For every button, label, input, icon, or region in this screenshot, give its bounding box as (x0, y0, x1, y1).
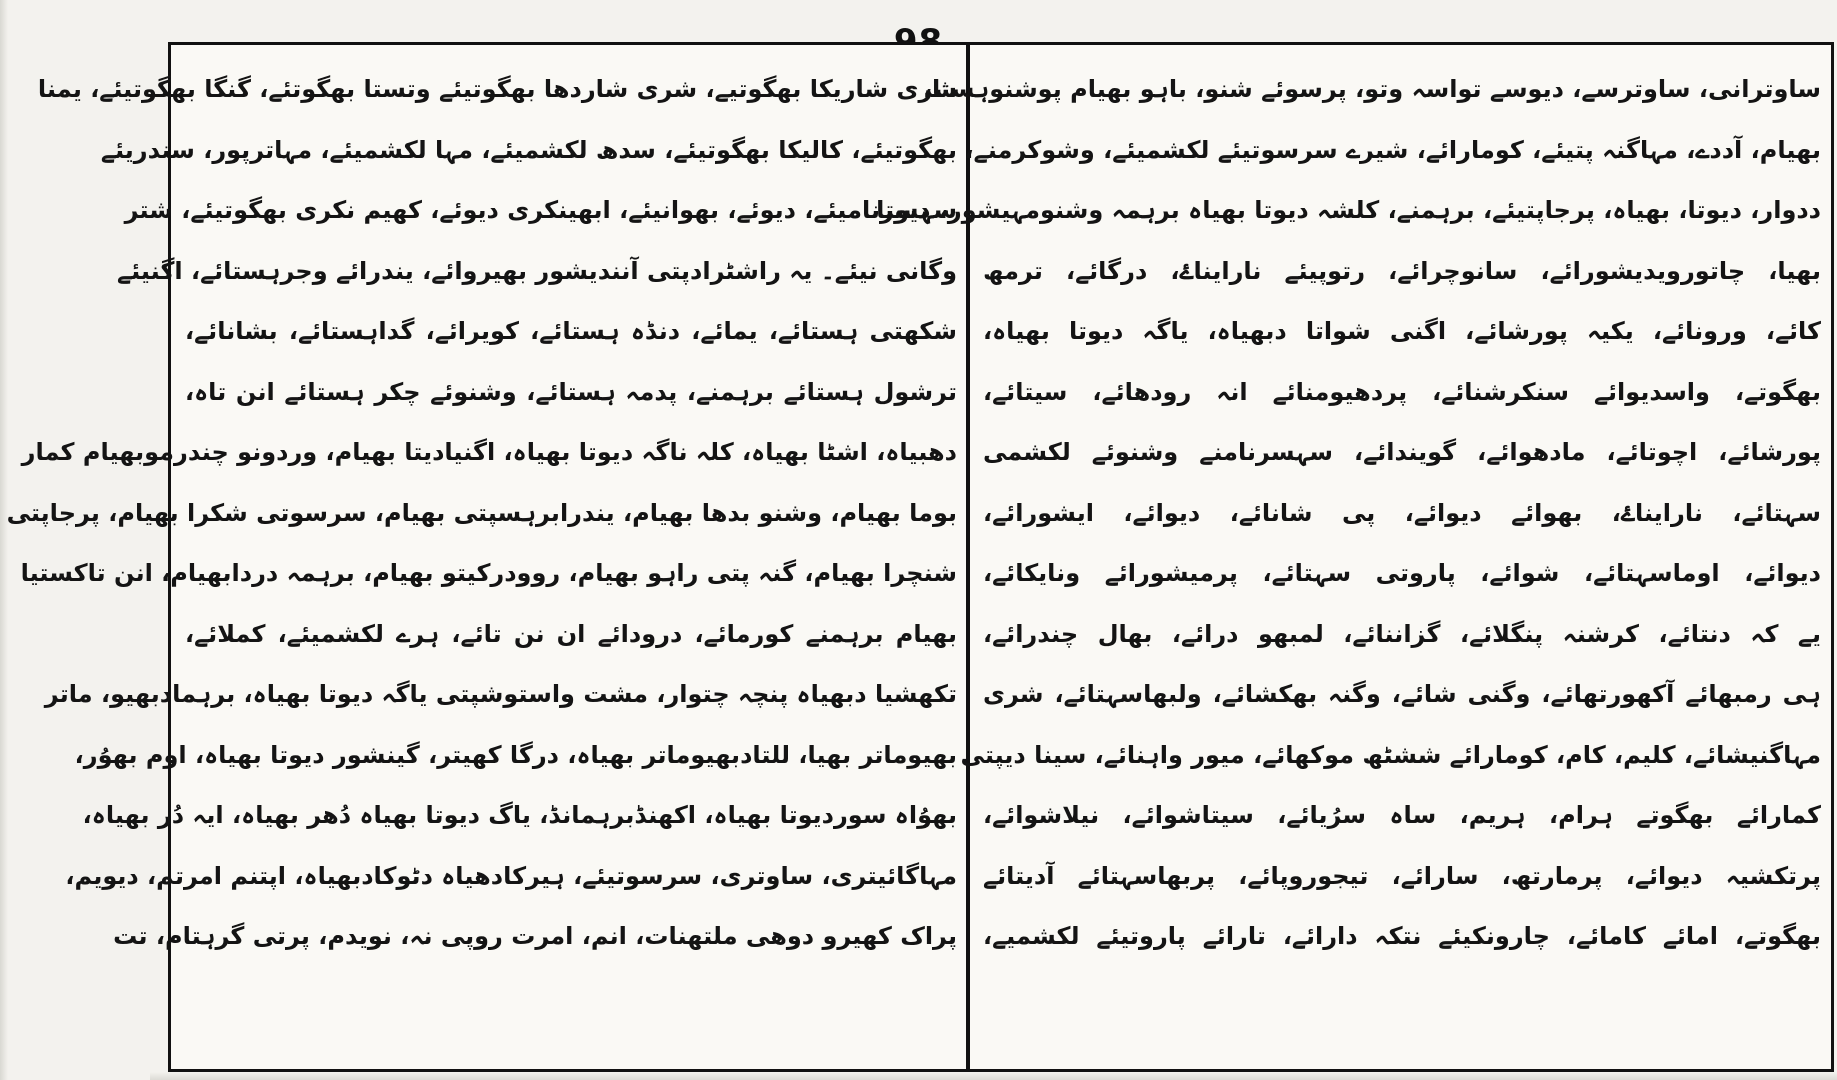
text-line: یے کہ دنتائے، کرشنہ پنگلائے، گزاننائے، لمبھو درائے، بھال چندرائے، (983, 619, 1821, 648)
text-line: بھیوماتر بھیا، للتادبھیوماتر بھیاہ، درگا کھیتر، گینشور دیوتا بھیاہ، اوم بھوُر، (74, 740, 957, 769)
text-line: ترشول ہستائے برہمنے، پدمہ ہستائے، وشنوئے چکر ہستائے انن تاہ، (185, 377, 957, 406)
text-line: کائے، ورونائے، یکیہ پورشائے، اگنی شواتا دبھیاہ، یاگہ دیوتا بھیاہ، (983, 317, 1821, 345)
text-line: پورشائے، اچوتائے، مادھوائے، گویندائے، سہسرنامنے وشنوئے لکشمی (983, 438, 1821, 466)
text-line: کمارائے بھگوتے ہرام، ہریم، ساہ سرُیائے، سیتاشوائے، نیلاشوائے، (983, 801, 1821, 829)
text-line: ددوار، دیوتا، بھیاہ، پرجاپتیئے، برہمنے، کلشہ دیوتا بھیاہ برہمہ وشنومہیشور، دیوتا (876, 196, 1821, 224)
text-line: بوما بھیام، وشنو بدھا بھیام، یندرابرہسپتی بھیام، سرسوتی شکرا بھیام، پرجاپتی (6, 498, 957, 527)
text-line: بھوُاہ سوردیوتا بھیاہ، اکھنڈبرہمانڈ، یاگ دیوتا بھیاہ دُھر بھیاہ، ایہ دُر بھیاہ، (82, 801, 957, 829)
text-line: بھگوتے، واسدیوائے سنکرشنائے، پردھیومنائے انہ رودھائے، سیتائے، (983, 377, 1821, 406)
text-line: بھیام، آددے، مہاگنہ پتیئے، کومارائے، شیرے سرسوتیئے لکشمیئے، وشوکرمنے، (964, 135, 1821, 164)
right-text-column (876, 59, 1821, 1059)
text-line: پراک کھیرو دوھی ملتھنات، انم، امرت روپی نہ، نویدم، پرتی گرہتام، تت (113, 922, 957, 950)
scan-bottom-shadow (150, 1072, 1837, 1080)
text-line: پرتکشیہ دیوائے، پرمارتھ، سارائے، تیجوروپائے، پربھاسہتائے آدیتائے (983, 861, 1821, 890)
left-text-column (6, 59, 957, 1059)
text-line: بھیام برہمنے کورمائے، درودائے ان نن تائے، ہرے لکشمیئے، کملائے، (185, 619, 957, 648)
text-line: بھگوتیئے، کالیکا بھگوتیئے، سدھ لکشمیئے، مہا لکشمیئے، مہاترپور، سندریئے (100, 135, 957, 164)
text-line: بھگوتے، امائے کامائے، چارونکیئے نتکہ دارائے، تارائے پاروتیئے لکشمیے، (983, 922, 1821, 950)
book-page-frame (6, 42, 1834, 1072)
text-line: وگانی نیئے۔ یہ راشٹرادپتی آنندیشور بھیروائے، یندرائے وجرہستائے، اگنیئے (117, 256, 957, 285)
text-line: دھبیاہ، اشٹا بھیاہ، کلہ ناگہ دیوتا بھیاہ، اگنیادیتا بھیام، وردونو چندرموبھیام کمار (21, 438, 957, 466)
text-line: بھیا، چاتورویدیشورائے، سانوچرائے، رتوپیئے نارایناۓ، درگائے، ترمھ (983, 256, 1821, 285)
text-line: سہتائے، نارایناۓ، بھوائے دیوائے، پی شانائے، دیوائے، ایشورائے، (983, 498, 1821, 527)
text-line: ساوترانی، ساوترسے، دیوسے تواسہ وتو، پرسوئے شنو، باہو بھیام پوشنوہستا، (922, 75, 1821, 103)
text-line: مہاگائیتری، ساوتری، سرسوتیئے، ہیرکادھیاہ دٹوکادبھیاہ، اپتنم امرتم، دیویم، (65, 861, 957, 890)
text-line: شکھتی ہستائے، یمائے، دنڈہ ہستائے، کویرائے، گداہستائے، بشانائے، (185, 317, 957, 345)
text-line: شری شاریکا بھگوتیے، شری شاردھا بھگوتیئے وتستا بھگوتئے، گنگا بھگوتیئے، یمنا (37, 75, 957, 103)
text-line: تکھشیا دبھیاہ پنچہ چتوار، مشت واستوشپتی یاگہ دیوتا بھیاہ، برہمادبھیو، ماتر (44, 680, 957, 708)
text-line: مہاگنیشائے، کلیم، کام، کومارائے ششٹھ موکھائے، میور واہنائے، سینا دیپتی (960, 740, 1821, 769)
text-line: سہسرنامیئے، دیوئے، بھوانیئے، ابھینکری دیوئے، کھیم نکری بھگوتیئے، شتر (124, 196, 957, 224)
text-line: ہی رمبھائے آکھورتھائے، وگنی شائے، وگنہ بھکشائے، ولبھاسہتائے، شری (983, 680, 1821, 708)
text-line: دیوائے، اوماسہتائے، شوائے، پاروتی سہتائے، پرمیشورائے ونایکائے، (983, 559, 1821, 587)
text-line: شنچرا بھیام، گنہ پتی راہو بھیام، روودرکیتو بھیام، برہمہ دردابھیام، انن تاکستیا (20, 559, 957, 587)
